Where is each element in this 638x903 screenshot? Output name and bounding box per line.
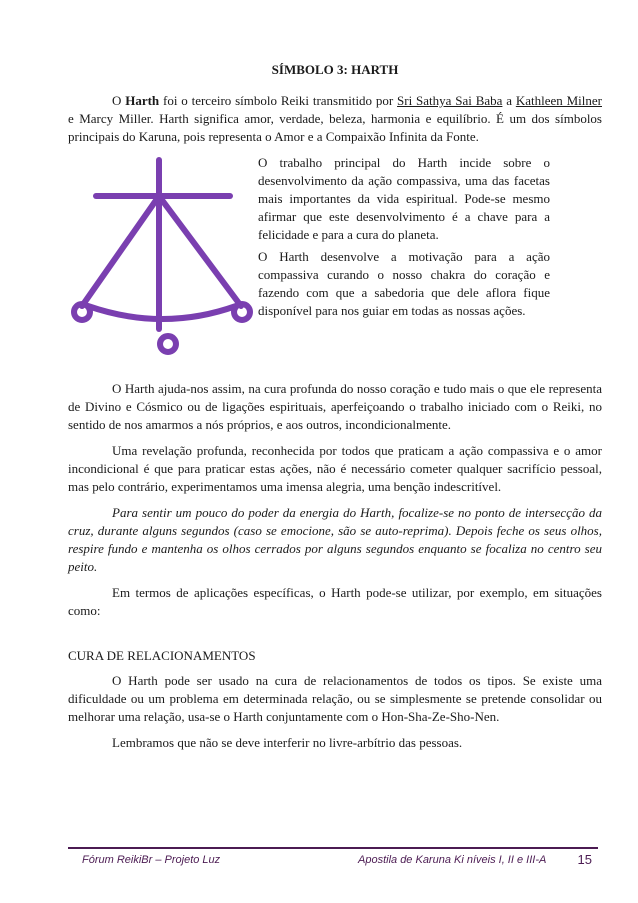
body-paragraph-5: Para sentir um pouco do poder da energia do Harth, focalize-se no ponto de intersecção da cruz, durante alguns segundos (caso se emocione, são se auto-reprima). Depois feche os seus olhos, respire fundo e mantenha os olhos cerrados por alguns segundos enquanto se focaliza no centro seu peito. [68,505,602,574]
page-title: SÍMBOLO 3: HARTH [271,62,399,77]
section-title: CURA DE RELACIONAMENTOS [68,648,256,663]
footer-middle: Apostila de Karuna Ki níveis I, II e III-A [358,854,547,866]
intro-text-a: O [112,93,126,108]
body-paragraph-4: Uma revelação profunda, reconhecida por todos que praticam a ação compassiva e o amor incondicional é que para praticar estas ações, não é necessário cometer qualquer sacrifício pessoal, mas pelo contrário, experimentamos uma imensa alegria, uma benção indescritível. [68,443,602,494]
intro-text-b: foi o terceiro símbolo Reiki transmitido por [159,93,398,108]
page-footer [68,847,598,871]
page-number: 15 [577,852,592,867]
section-paragraph-2: Lembramos que não se deve interferir no livre-arbítrio das pessoas. [112,735,463,750]
section-paragraph-1: O Harth pode ser usado na cura de relacionamentos de todos os tipos. Se existe uma dificuldade ou um problema em determinada relação, ou se simplesmente se pretende consolidar ou melhorar uma relação, usa-se o Harth conjuntamente com o Hon-Sha-Ze-Sho-Nen. [68,673,602,724]
body-paragraph-6: Em termos de aplicações específicas, o Harth pode-se utilizar, por exemplo, em situações como: [68,585,602,618]
footer-left: Fórum ReikiBr – Projeto Luz [82,854,221,866]
side-paragraph-2: O Harth desenvolve a motivação para a ação compassiva curando o nosso chakra do coração e fazendo com que a sabedoria que dele aflora fique disponível para nos guiar em todas as nossas ações. [258,249,550,318]
figure-row [68,154,602,374]
harth-bold: Harth [125,93,160,108]
document-page [68,62,602,760]
intro-paragraph [68,92,602,146]
intro-text-c: a [502,93,516,108]
side-column [258,154,550,324]
intro-text-d: e Marcy Miller. Harth significa amor, verdade, beleza, harmonia e equilíbrio. É um dos símbolos principais do Karuna, pois representa o Amor e a Compaixão Infinita da Fonte. [68,111,602,144]
kathleen-milner-link: Kathleen Milner [515,93,602,108]
sai-baba-link: Sri Sathya Sai Baba [397,93,503,108]
harth-symbol-icon [68,154,258,374]
body-paragraph-3: O Harth ajuda-nos assim, na cura profunda do nosso coração e tudo mais o que ele representa de Divino e Cósmico ou de ligações espirituais, aperfeiçoando o trabalho iniciado com o Reiki, no sentido de nos amarmos a nós próprios, e aos outros, incondicionalmente. [68,381,602,432]
side-paragraph-1: O trabalho principal do Harth incide sobre o desenvolvimento da ação compassiva, uma das facetas mais importantes da vida espiritual. Pode-se mesmo afirmar que este desenvolvimento é a chave para a felicidade e para a cura do planeta. [258,155,550,242]
